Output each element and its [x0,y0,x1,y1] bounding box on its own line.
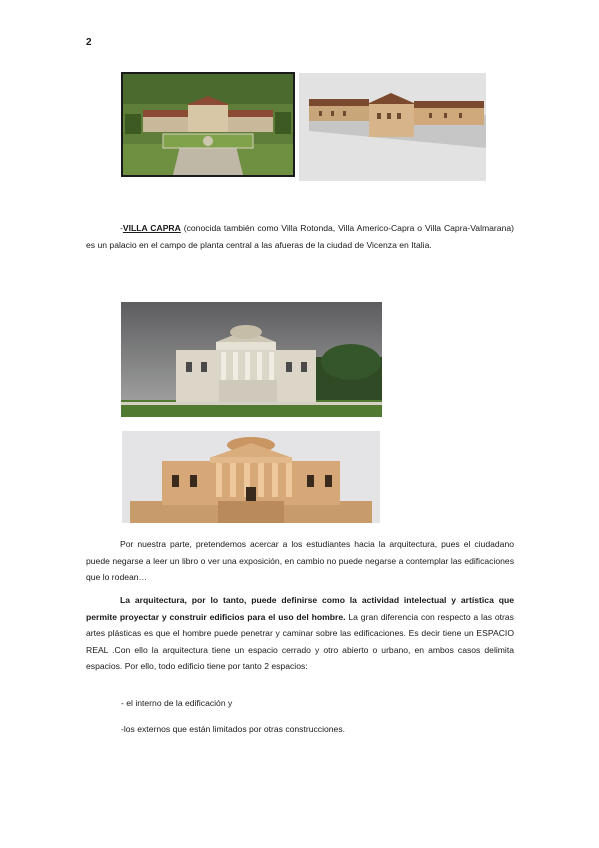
villa-model-front-photo [122,431,380,523]
villa-capra-title: VILLA CAPRA [122,223,181,233]
villa-model-photo [299,73,486,181]
list-item: -los externos que están limitados por otras construcciones. [121,724,346,734]
page-number: 2 [86,37,92,48]
architecture-definition-bold: La arquitectura, por lo tanto, puede definirse como la actividad intelectual y artística que permite proyectar y construir edificios para el uso del hombre. [86,595,514,622]
villa-capra-description: (conocida también como Villa Rotonda, Villa Americo-Capra o Villa Capra-Valmarana) es un palacio en el campo de planta central a las afueras de la ciudad de Vicenza en Italia. [86,223,514,250]
architecture-intro-text: Por nuestra parte, pretendemos acercar a los estudiantes hacia la arquitectura, pues el ciudadano puede negarse a leer un libro o ver una exposición, en cambio no puede negarse a contemplar las edificaciones que lo rodean… [86,539,514,582]
title-prefix: - [120,223,123,233]
list-item: - el interno de la edificación y [121,698,233,708]
villa-rotonda-photo [121,302,382,417]
architecture-intro-paragraph [86,536,514,586]
architecture-definition-text: La gran diferencia con respecto a las otras artes plásticas es que el hombre puede penetrar y caminar sobre las edificaciones. Es decir tiene un ESPACIO REAL .Con ello la arquitectura tiene un espacio cerrado y otro abierto o urbano, en ambos casos delimita espacios. Por ello, todo edificio tiene por tanto 2 espacios: [86,611,514,671]
villa-capra-paragraph [86,220,514,253]
architecture-definition-paragraph [86,592,514,675]
aerial-villa-photo [121,72,295,177]
